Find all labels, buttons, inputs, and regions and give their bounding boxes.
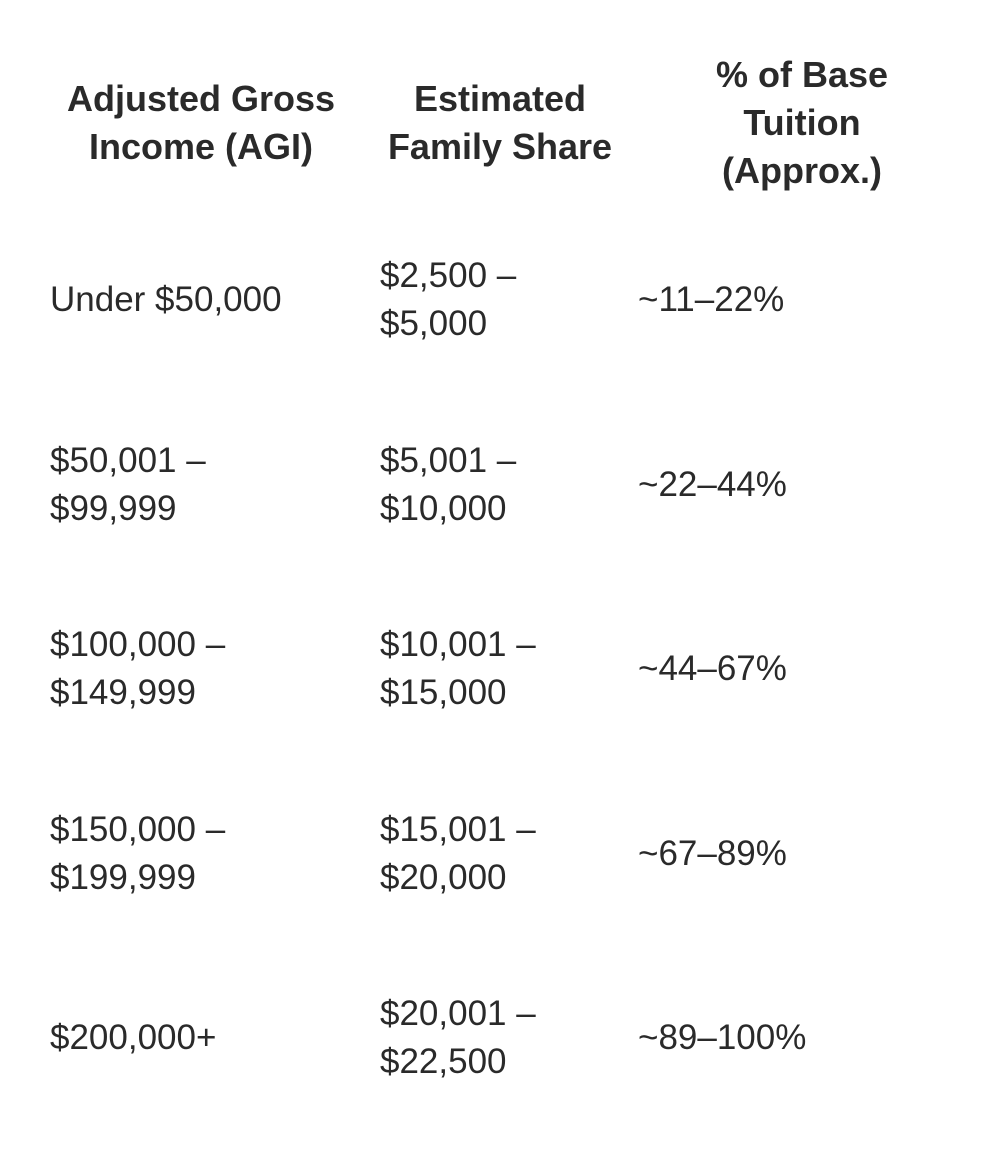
table-body [36,208,956,1131]
cell-agi [36,946,366,1131]
cell-percent: ~22–44% [638,464,787,504]
cell-share [366,393,634,578]
header-pct-line-3: (Approx.) [722,150,882,191]
header-percent-tuition [634,38,956,208]
cell-percent: ~44–67% [638,649,787,689]
table-header [36,38,956,208]
cell-share-line-1: $5,001 – [380,440,517,480]
header-share-line-2: Family Share [387,126,613,167]
cell-share-line-1: $20,001 – [380,994,536,1034]
header-pct-line-2: Tuition [743,102,861,143]
cell-agi-line-1: Under $50,000 [50,280,282,320]
table-row [36,946,956,1131]
cell-share [366,762,634,947]
table-row [36,208,956,393]
cell-agi [36,208,366,393]
cell-agi [36,393,366,578]
cell-agi [36,762,366,947]
cell-agi-line-1: $100,000 – [50,625,226,665]
header-share-line-1: Estimated [413,78,587,119]
cell-share-line-2: $10,000 [380,488,507,528]
cell-agi [36,577,366,762]
header-pct-line-1: % of Base [715,54,889,95]
cell-percent: ~11–22% [638,280,785,320]
cell-share-line-1: $10,001 – [380,625,536,665]
cell-share-line-1: $15,001 – [380,809,536,849]
header-agi-line-1: Adjusted Gross [66,78,336,119]
table-row [36,577,956,762]
table-row [36,393,956,578]
cell-percent: ~67–89% [638,833,787,873]
cell-agi-line-2: $149,999 [50,673,196,713]
cell-percent: ~89–100% [638,1018,807,1058]
header-row [36,38,956,208]
header-family-share [366,38,634,208]
cell-share-line-2: $20,000 [380,857,507,897]
family-share-table [36,38,956,1131]
cell-share-line-2: $5,000 [380,304,488,344]
cell-agi-line-1: $200,000+ [50,1018,217,1058]
cell-agi-line-1: $50,001 – [50,440,206,480]
cell-agi-line-2: $199,999 [50,857,196,897]
cell-share-line-2: $15,000 [380,673,507,713]
cell-share-line-1: $2,500 – [380,256,517,296]
cell-agi-line-1: $150,000 – [50,809,226,849]
cell-share-line-2: $22,500 [380,1042,507,1082]
cell-share [366,208,634,393]
header-agi [36,38,366,208]
cell-share [366,577,634,762]
table-row [36,762,956,947]
cell-agi-line-2: $99,999 [50,488,177,528]
header-agi-line-2: Income (AGI) [88,126,313,167]
cell-share [366,946,634,1131]
